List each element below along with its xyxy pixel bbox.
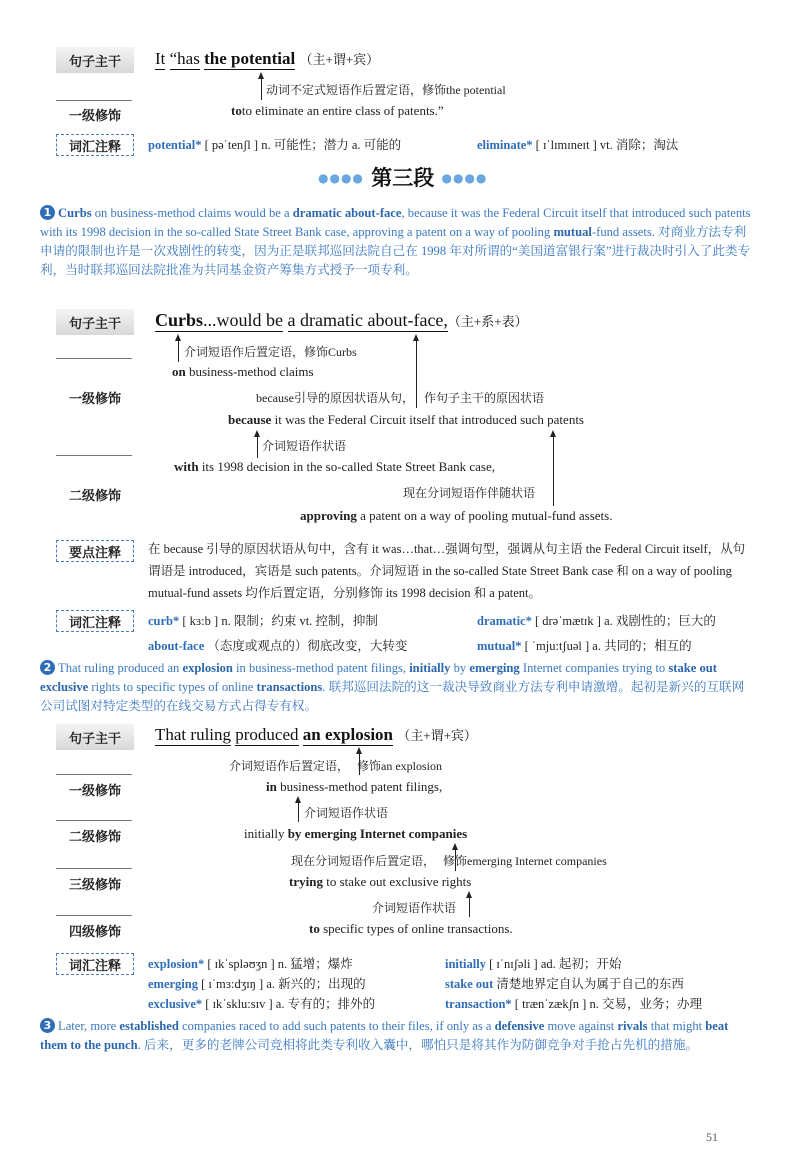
text: . 后来，更多的老牌公司竞相将此类专利收入囊中，哪怕只是将其作为防御竞争对手抢占先机的措施。 [137, 1038, 699, 1052]
text: on business-method claims would be a [91, 206, 293, 220]
lead-word: with [174, 459, 199, 474]
vocab-star: * [515, 639, 522, 653]
s1-note3: 介词短语作状语 [262, 439, 347, 453]
vocab-definition: a. 专有的；排外的 [275, 997, 376, 1011]
label-mod2-s1: 二级修饰 [56, 481, 134, 507]
vocab-word: curb [148, 614, 173, 628]
label-vocab-top: 词汇注释 [56, 134, 134, 156]
vocab-phonetic: [ ɪˈlɪmɪneɪt ] [535, 138, 597, 152]
s2-note4: 介词短语作状语 [372, 901, 457, 915]
label-mod1-s2: 一级修饰 [56, 776, 134, 802]
vocab-definition: （态度或观点的）彻底改变，大转变 [207, 639, 408, 653]
top-main-clause [155, 49, 379, 69]
keyword: established [119, 1019, 179, 1033]
s1-note2 [256, 389, 544, 406]
vocab-phonetic: [ ɪˈnɪʃəli ] [489, 957, 538, 971]
s2-object: an explosion [302, 725, 394, 744]
vocab-star: * [525, 614, 532, 628]
text: by [450, 661, 470, 675]
s2-mod4 [309, 921, 513, 937]
label-main-clause-s2: 句子主干 [56, 724, 134, 750]
vocab-word: exclusive [148, 997, 196, 1011]
text: Later, more [58, 1019, 120, 1033]
s2-vocab-6 [445, 994, 702, 1012]
s2-mod3 [289, 874, 471, 890]
text: rights to specific types of online [88, 680, 257, 694]
keyword: transactions [256, 680, 323, 694]
lead-word: to [309, 921, 320, 936]
text: business-method claims [185, 364, 314, 379]
keyword: Curbs [58, 206, 92, 220]
vocab-star: * [173, 614, 180, 628]
vocab-star: * [505, 997, 512, 1011]
vocab-word: dramatic [477, 614, 526, 628]
s1-predicative: a dramatic about-face, [287, 310, 448, 330]
divider [56, 868, 132, 869]
text: That ruling produced an [58, 661, 183, 675]
vocab-phonetic: [ ɪˈmɜ:dʒɪŋ ] [201, 977, 264, 991]
s2-note3 [291, 852, 607, 869]
text: , because it was the Federal Circuit itself that introduced such patents with its 1998 decision in the so-called State Street Bank case, approving a patent on a way of pooling [40, 206, 751, 239]
vocab-phonetic: [ drəˈmætɪk ] [534, 614, 601, 628]
keyword: stake out exclusive [40, 661, 718, 694]
vocab-word: about-face [148, 639, 205, 653]
vocab-word: mutual [477, 639, 516, 653]
vocab-word: eliminate [477, 138, 527, 152]
paragraph-number-3: 3 [40, 1018, 55, 1033]
s2-arrow2-line [298, 802, 299, 822]
text: -fund assets. 对商业方法专利申请的限制也许是一次戏剧性的转变，因为正是联邦巡回法院自己在 1998 年对所谓的“美国道富银行案”进行裁决时引入了此类专利，当时联邦巡回法院批准为共同基金资产筹集方式授予一项专利。 [40, 225, 751, 277]
label-mod3-s2: 三级修饰 [56, 870, 134, 896]
vocab-word: initially [445, 957, 486, 971]
top-arrow-line [261, 78, 262, 100]
s1-mod1-a [172, 364, 314, 380]
s2-arrow4-line [469, 897, 470, 917]
top-subject: It [155, 49, 166, 68]
vocab-star: * [198, 957, 205, 971]
vocab-phonetic: [ ˈmju:tʃuəl ] [524, 639, 590, 653]
s2-note2: 介词短语作状语 [304, 806, 389, 820]
s2-subject: That ruling [155, 725, 232, 744]
lead-word: on [172, 364, 186, 379]
s2-note1 [229, 757, 442, 774]
lead-word: by emerging Internet companies [287, 826, 468, 841]
s1-arrow3-line [257, 436, 258, 458]
top-verb: “has [169, 49, 200, 68]
vocab-word: potential [148, 138, 196, 152]
text: 介词短语作后置定语， [229, 759, 350, 773]
divider [56, 820, 132, 821]
s1-main-clause [155, 310, 528, 331]
s2-vocab-3 [148, 974, 366, 992]
section-title-text: 第三段 [371, 166, 435, 190]
top-vocab-1 [148, 135, 401, 153]
vocab-phonetic: [ kɜ:b ] [182, 614, 219, 628]
label-key-s1: 要点注释 [56, 540, 134, 562]
s1-note4: 现在分词短语作伴随状语 [403, 486, 536, 500]
vocab-definition: n. 猛增；爆炸 [277, 957, 353, 971]
label-mod1-top: 一级修饰 [56, 101, 134, 127]
label-main-clause-s1: 句子主干 [56, 309, 134, 335]
keyword: explosion [182, 661, 233, 675]
s1-pattern: （主+系+表） [447, 314, 528, 329]
label-mod4-s2: 四级修饰 [56, 917, 134, 943]
label-mod1-s1: 一级修饰 [56, 384, 134, 410]
top-mod1-text: to eliminate an entire class of patents.” [241, 103, 444, 118]
vocab-word: transaction [445, 997, 506, 1011]
lead-word: in [266, 779, 277, 794]
lead-word: trying [289, 874, 323, 889]
label-main-clause-top: 句子主干 [56, 47, 134, 73]
s2-vocab-1 [148, 954, 353, 972]
text: to stake out exclusive rights [322, 874, 472, 889]
text: 修饰emerging Internet companies [443, 854, 607, 868]
vocab-star: * [195, 138, 202, 152]
top-vocab-2 [477, 135, 678, 153]
s2-mod1 [266, 779, 442, 795]
vocab-star: * [195, 997, 203, 1011]
keyword: dramatic about-face [292, 206, 402, 220]
s2-mod2 [244, 826, 467, 842]
text: a patent on a way of pooling mutual-fund assets. [356, 508, 613, 523]
divider [56, 455, 132, 456]
text: initially [244, 826, 288, 841]
label-mod2-s2: 二级修饰 [56, 822, 134, 848]
s2-pattern: （主+谓+宾） [397, 728, 477, 743]
vocab-phonetic: [ ɪkˈspləʊʒn ] [207, 957, 275, 971]
section-title [318, 162, 487, 192]
divider [56, 358, 132, 359]
vocab-definition: 清楚地界定自认为属于自己的东西 [496, 977, 684, 991]
vocab-phonetic: [ ɪkˈsklu:sɪv ] [205, 997, 273, 1011]
text: companies raced to add such patents to their files, if only as a [178, 1019, 495, 1033]
text: specific types of online transactions. [319, 921, 513, 936]
paragraph-3 [40, 1017, 752, 1055]
s1-key-note: 在 because 引导的原因状语从句中，含有 it was…that…强调句型，强调从句主语 the Federal Circuit itself，从句谓语是 introduced，宾语是 such patents。介词短语 in the so-called State Street Bank case 和 on a way of pooling mutual-fund assets 均作后置定语，分别修饰 its 1998 decision 和 a patent。 [148, 542, 746, 600]
vocab-word: emerging [148, 977, 198, 991]
vocab-definition: n. 交易，业务；办理 [589, 997, 702, 1011]
s1-mod2-b [300, 508, 612, 524]
s1-arrow4-line [553, 436, 554, 506]
label-vocab-s1: 词汇注释 [56, 610, 134, 632]
s1-vocab-4 [477, 636, 692, 654]
text: 修饰an explosion [357, 759, 443, 773]
s1-vocab-2 [477, 611, 716, 629]
top-note1: 动词不定式短语作后置定语，修饰the potential [266, 83, 506, 97]
s1-vocab-3 [148, 636, 407, 654]
vocab-word: explosion [148, 957, 199, 971]
text: business-method patent filings, [276, 779, 443, 794]
s2-main-clause [155, 725, 477, 745]
dots-right-icon: ●●●● [441, 171, 488, 185]
vocab-definition: n. 可能性；潜力 a. 可能的 [261, 138, 402, 152]
text: Internet companies trying to [519, 661, 669, 675]
s1-subject: Curbs [155, 310, 204, 330]
vocab-definition: a. 戏剧性的；巨大的 [604, 614, 716, 628]
text: in business-method patent filings, [232, 661, 410, 675]
s1-vocab-1 [148, 611, 378, 629]
text: that might [647, 1019, 706, 1033]
divider [56, 774, 132, 775]
s2-vocab-4 [445, 974, 684, 992]
paragraph-1 [40, 204, 752, 280]
vocab-phonetic: [ pəˈtenʃl ] [204, 138, 259, 152]
vocab-star: * [526, 138, 533, 152]
vocab-definition: vt. 消除；淘汰 [599, 138, 679, 152]
keyword: rivals [617, 1019, 648, 1033]
s2-vocab-5 [148, 994, 375, 1012]
text: its 1998 decision in the so-called State Street Bank case, [198, 459, 495, 474]
vocab-phonetic: [ trænˈzækʃn ] [514, 997, 587, 1011]
text: 现在分词短语作后置定语， [291, 854, 436, 868]
page-number: 51 [706, 1130, 718, 1144]
divider [56, 915, 132, 916]
lead-word: approving [300, 508, 357, 523]
text: move against [544, 1019, 618, 1033]
top-mod1: toto eliminate an entire class of patents.” [231, 103, 444, 118]
keyword: initially [409, 661, 451, 675]
text: it was the Federal Circuit itself that introduced such patents [271, 412, 584, 427]
s1-arrow1-line [178, 340, 179, 362]
s1-verb: ...would be [203, 310, 284, 330]
s1-note1: 介词短语作后置定语，修饰Curbs [184, 345, 357, 359]
keyword: beat them to the punch [40, 1019, 729, 1052]
lead-word: because [228, 412, 272, 427]
paragraph-number-2: 2 [40, 660, 55, 675]
text: 作句子主干的原因状语 [423, 391, 544, 405]
text: . 联邦巡回法院的这一裁决导致商业方法专利申请激增。起初是新兴的互联网公司试图对特定类型的在线交易方式占得专有权。 [40, 680, 745, 713]
vocab-definition: n. 限制；约束 vt. 控制，抑制 [221, 614, 378, 628]
paragraph-2 [40, 659, 752, 716]
keyword: emerging [469, 661, 520, 675]
label-vocab-s2: 词汇注释 [56, 953, 134, 975]
keyword: mutual [553, 225, 592, 239]
s1-mod1-b [228, 412, 584, 428]
vocab-word: stake out [445, 977, 494, 991]
vocab-definition: a. 新兴的；出现的 [266, 977, 366, 991]
top-pattern: （主+谓+宾） [299, 52, 380, 67]
paragraph-number-1: 1 [40, 205, 55, 220]
text: because引导的原因状语从句， [256, 391, 414, 405]
s1-mod2-a [174, 459, 495, 475]
vocab-definition: ad. 起初；开始 [540, 957, 622, 971]
vocab-definition: a. 共同的；相互的 [592, 639, 692, 653]
s2-verb: produced [235, 725, 299, 744]
s2-vocab-2 [445, 954, 621, 972]
top-object: the potential [204, 49, 296, 68]
keyword: defensive [494, 1019, 545, 1033]
dots-left-icon: ●●●● [318, 171, 364, 185]
